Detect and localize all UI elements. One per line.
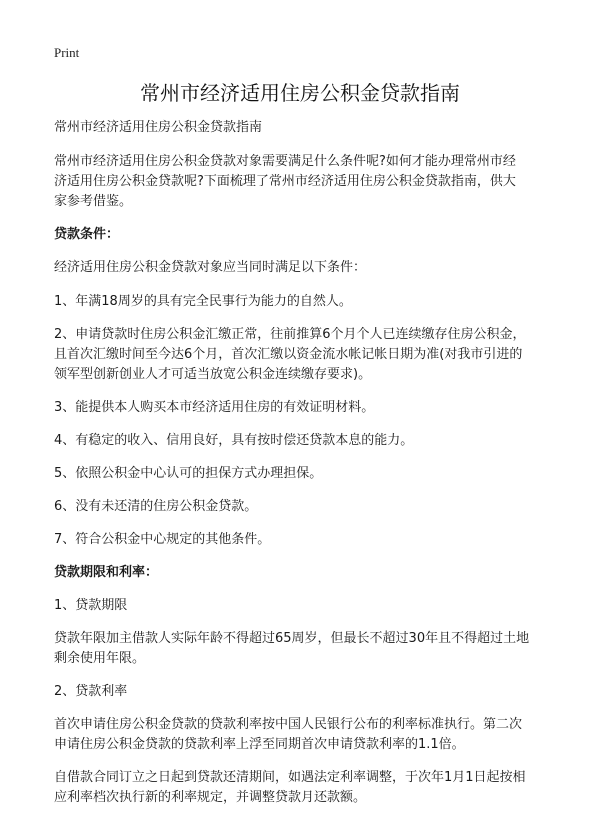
condition-item: 4、有稳定的收入、信用良好，具有按时偿还贷款本息的能力。 bbox=[54, 433, 414, 448]
section-heading-conditions: 贷款条件： bbox=[54, 227, 120, 242]
document-content bbox=[54, 118, 550, 808]
section-heading-term-rate: 贷款期限和利率： bbox=[54, 565, 159, 580]
loan-rate-title: 2、贷款利率 bbox=[54, 684, 128, 699]
intro-paragraph: 常州市经济适用住房公积金贷款对象需要满足什么条件呢?如何才能办理常州市经 济适用住房公积金贷款呢?下面梳理了常州市经济适用住房公积金贷款指南，供大 家参考借鉴。 bbox=[54, 154, 516, 209]
condition-item: 6、没有未还清的住房公积金贷款。 bbox=[54, 499, 258, 514]
condition-item: 2、申请贷款时住房公积金汇缴正常，往前推算6个月个人已连续缴存住房公积金， 且首次汇缴时间至今达6个月，首次汇缴以资金流水帐记帐日期为准(对我市引进的 领军型创新创业人才可适当放宽公积金连续缴存要求)。 bbox=[54, 327, 526, 382]
page-title: 常州市经济适用住房公积金贷款指南 bbox=[140, 81, 460, 105]
loan-term-title: 1、贷款期限 bbox=[54, 598, 128, 613]
rate-adjustment-text: 自借款合同订立之日起到贷款还清期间，如遇法定利率调整，于次年1月1日起按相 应利率档次执行新的利率规定，并调整贷款月还款额。 bbox=[54, 770, 526, 805]
loan-term-text: 贷款年限加主借款人实际年龄不得超过65周岁，但最长不超过30年且不得超过土地 剩余使用年限。 bbox=[54, 631, 530, 666]
condition-item: 1、年满18周岁的具有完全民事行为能力的自然人。 bbox=[54, 294, 352, 309]
condition-item: 7、符合公积金中心规定的其他条件。 bbox=[54, 532, 271, 547]
loan-rate-text: 首次申请住房公积金贷款的贷款利率按中国人民银行公布的利率标准执行。第二次 申请住房公积金贷款的贷款利率上浮至同期首次申请贷款利率的1.1倍。 bbox=[54, 717, 523, 752]
conditions-lead: 经济适用住房公积金贷款对象应当同时满足以下条件： bbox=[54, 260, 367, 275]
print-link[interactable]: Print bbox=[54, 45, 80, 60]
condition-item: 5、依照公积金中心认可的担保方式办理担保。 bbox=[54, 466, 323, 481]
condition-item: 3、能提供本人购买本市经济适用住房的有效证明材料。 bbox=[54, 400, 375, 415]
subtitle-text: 常州市经济适用住房公积金贷款指南 bbox=[54, 120, 263, 135]
